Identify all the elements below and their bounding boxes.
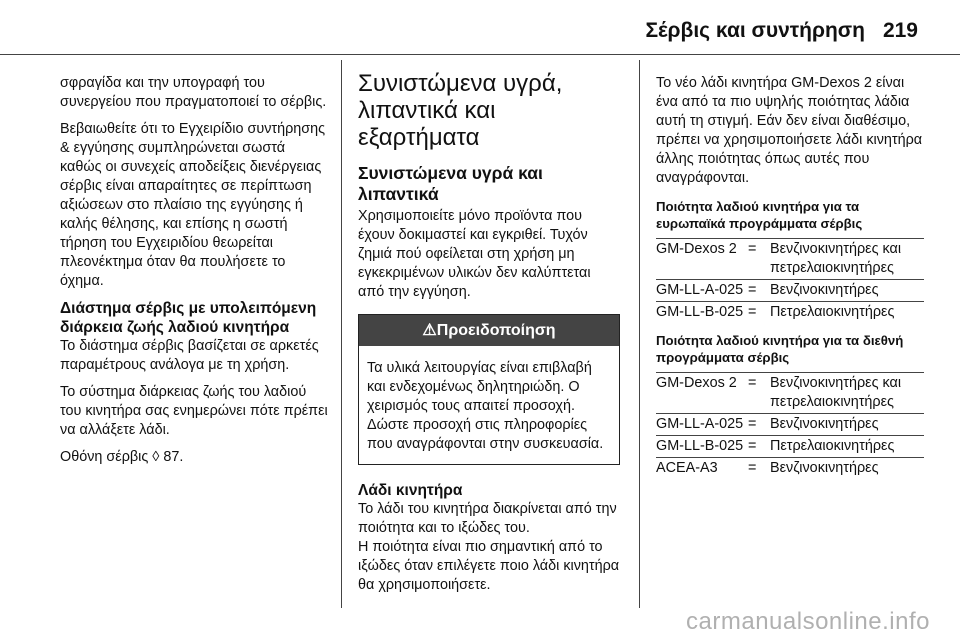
table-rule <box>656 301 924 302</box>
oil-quality-table-heading: Ποιότητα λαδιού κινητήρα για τα διεθνή προγράμματα σέρβις <box>656 333 904 365</box>
table-rule <box>656 435 924 436</box>
table-row: GM-LL-A-025 = Βενζινοκινητήρες <box>656 416 879 432</box>
table-row: ACEA-A3 = Βενζινοκινητήρες <box>656 460 879 476</box>
table-row: GM-LL-B-025 = Πετρελαιοκινητήρες <box>656 438 895 454</box>
reference-page: 87. <box>159 449 184 465</box>
service-display-reference[interactable] <box>60 448 328 467</box>
paragraph: Χρησιμοποιείτε μόνο προϊόντα που έχουν δοκιμαστεί και εγκριθεί. Τυχόν ζημιά πού οφείλεται στη χρήση μη εγκεκριμένων υλικών δεν καλύπτεται από την εγγύηση. <box>358 208 591 300</box>
column-left <box>60 74 328 475</box>
warning-triangle-icon: ⚠ <box>422 322 437 339</box>
table-row: GM-Dexos 2 = Βενζινοκινητήρες και πετρελαιοκινητήρες <box>656 375 902 410</box>
section-title: Συνιστώμενα υγρά, λιπαντικά και εξαρτήματα <box>358 70 563 151</box>
warning-title: Προειδοποίηση <box>436 322 556 339</box>
warning-text: Τα υλικά λειτουργίας είναι επιβλαβή και ενδεχομένως δηλητηριώδη. Ο χειρισμός τους απαιτεί προσοχή. Δώστε προσοχή στις πληροφορίες που αναγράφονται στην συσκευασία. <box>367 360 604 452</box>
paragraph: σφραγίδα και την υπογραφή του συνεργείου που πραγματοποιεί το σέρβις. <box>60 75 327 110</box>
column-middle <box>358 70 620 603</box>
table-row: GM-LL-B-025 = Πετρελαιοκινητήρες <box>656 304 895 320</box>
section-subheading: Συνιστώμενα υγρά και λιπαντικά <box>358 163 543 204</box>
paragraph: Το σύστημα διάρκειας ζωής του λαδιού του κινητήρα σας ενημερώνει πότε πρέπει να αλλάξετε λάδι. <box>60 384 328 438</box>
page-number: 219 <box>882 19 918 42</box>
reference-arrow-icon: ◊ <box>152 449 160 465</box>
table-row: GM-LL-A-025 = Βενζινοκινητήρες <box>656 282 879 298</box>
engine-oil-heading: Λάδι κινητήρα <box>358 482 463 499</box>
paragraph: Το λάδι του κινητήρα διακρίνεται από την ποιότητα και το ιξώδες του. <box>358 501 617 536</box>
paragraph: Το νέο λάδι κινητήρα GM-Dexos 2 είναι ένα από τα πιο υψηλής ποιότητας λάδια αυτή τη στιγμή. Εάν δεν είναι διαθέσιμο, πρέπει να χρησιμοποιήσετε λάδι κινητήρα άλλης ποιότητας όπως αυτές που αναγράφονται. <box>656 75 923 186</box>
oil-quality-table-international <box>656 372 924 478</box>
header-title: Σέρβις και συντήρηση <box>645 19 865 42</box>
table-rule <box>656 457 924 458</box>
table-rule <box>656 413 924 414</box>
table-rule <box>656 372 924 373</box>
table-rule <box>656 279 924 280</box>
column-divider-right <box>639 60 640 608</box>
column-right <box>656 74 924 478</box>
oil-quality-table-european <box>656 238 924 322</box>
oil-quality-table-heading: Ποιότητα λαδιού κινητήρα για τα ευρωπαϊκά προγράμματα σέρβις <box>656 199 863 231</box>
paragraph: Βεβαιωθείτε ότι το Εγχειρίδιο συντήρησης & εγγύησης συμπληρώνεται σωστά καθώς οι συνεχείς αποδείξεις διενέργειας σέρβις είναι απαραίτητες σε περίπτωση αξιώσεων στο πλαίσιο της εγγύησης ή καλής θέλησης, και επίσης η σωστή τήρηση του Εγχειριδίου θεωρείται πλεονέκτημα όταν θα πουλήσετε το όχημα. <box>60 121 326 289</box>
paragraph: Η ποιότητα είναι πιο σημαντική από το ιξώδες όταν επιλέγετε ποιο λάδι κινητήρα θα χρησιμοποιήσετε. <box>358 539 620 593</box>
watermark: carmanualsonline.info <box>686 608 930 635</box>
column-divider-left <box>341 60 342 608</box>
warning-box <box>358 314 620 465</box>
header-divider <box>0 54 960 55</box>
table-rule <box>656 238 924 239</box>
table-row: GM-Dexos 2 = Βενζινοκινητήρες και πετρελαιοκινητήρες <box>656 241 902 276</box>
warning-header <box>359 315 619 346</box>
paragraph: Το διάστημα σέρβις βασίζεται σε αρκετές παραμέτρους ανάλογα με τη χρήση. <box>60 338 319 373</box>
section-subheading: Διάστημα σέρβις με υπολειπόμενη διάρκεια ζωής λαδιού κινητήρα <box>60 300 317 336</box>
reference-text: Οθόνη σέρβις <box>60 449 153 465</box>
